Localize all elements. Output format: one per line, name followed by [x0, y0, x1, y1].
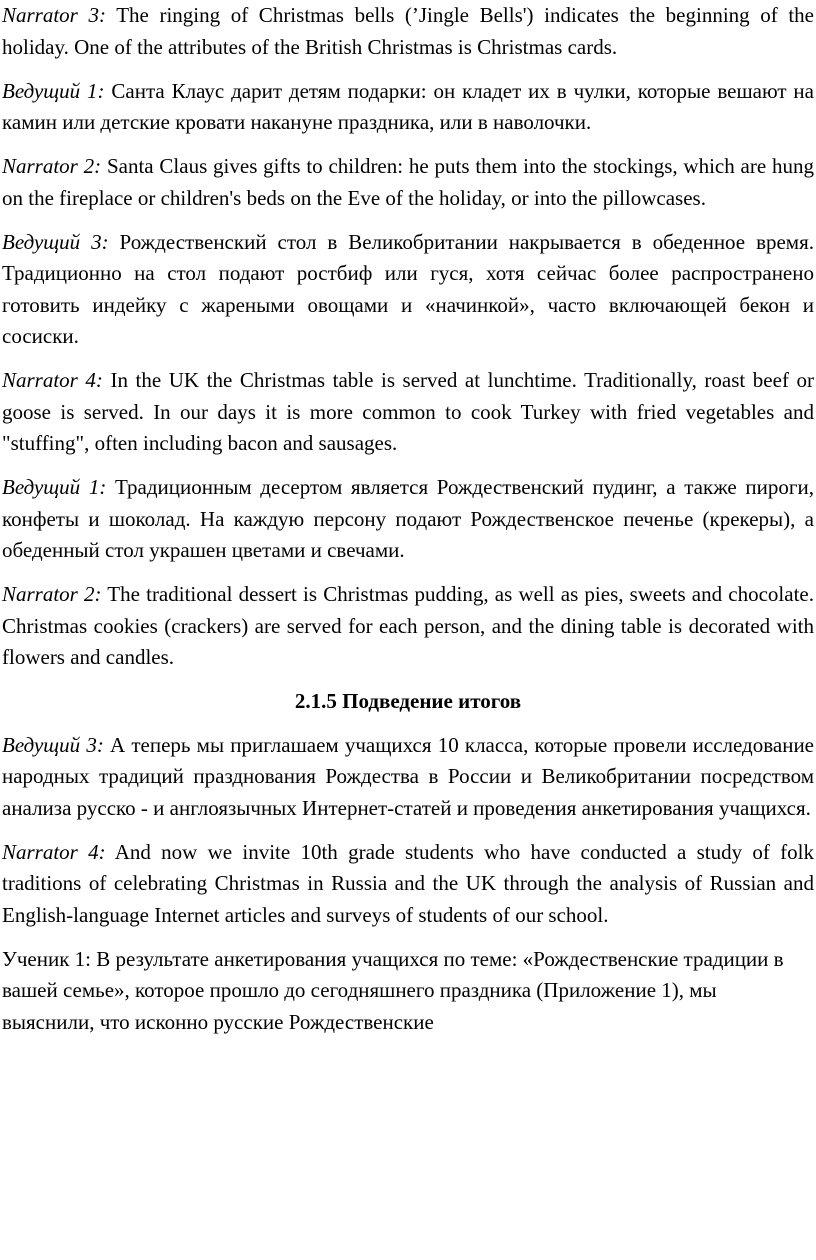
paragraph-narrator-4	[2, 365, 814, 460]
paragraph-text: In the UK the Christmas table is served at lunchtime. Traditionally, roast beef or goose is served. In our days it is more common to cook Turkey with fried vegetables and "stuffing", often including bacon and sausages.	[2, 368, 814, 455]
paragraph-narrator-2-dessert	[2, 579, 814, 674]
speaker-label: Narrator 4:	[2, 368, 103, 392]
speaker-label: Narrator 4:	[2, 839, 106, 864]
paragraph-text: Рождественский стол в Великобритании накрывается в обеденное время. Традиционно на стол подают ростбиф или гуся, хотя сейчас более распространено готовить индейку с жареными овощами и «начинкой», часто включающей бекон и сосиски.	[2, 229, 815, 348]
speaker-label: Ведущий 3:	[2, 229, 109, 254]
speaker-label: Narrator 2:	[2, 154, 102, 178]
paragraph-student-1: Ученик 1: В результате анкетирования учащихся по теме: «Рождественские традиции в вашей семье», которое прошло до сегодняшнего праздника (Приложение 1), мы выяснили, что исконно русские Рождественские	[2, 946, 784, 1034]
section-heading: 2.1.5 Подведение итогов	[294, 689, 522, 713]
paragraph-narrator-3	[2, 0, 814, 63]
paragraph-vedushchiy-1-dessert	[2, 472, 814, 567]
paragraph-text: Santa Claus gives gifts to children: he puts them into the stockings, which are hung on the fireplace or children's beds on the Eve of the holiday, or into the pillowcases.	[2, 154, 814, 210]
speaker-label: Ведущий 1:	[2, 475, 107, 499]
paragraph-vedushchiy-3	[2, 227, 814, 353]
speaker-label: Ведущий 1:	[2, 78, 105, 103]
paragraph-narrator-4-invite	[2, 837, 814, 932]
paragraph-text: The ringing of Christmas bells (’Jingle Bells') indicates the beginning of the holiday. One of the attributes of the British Christmas is Christmas cards.	[2, 3, 815, 59]
paragraph-vedushchiy-3-invite	[2, 730, 814, 825]
speaker-label: Narrator 2:	[2, 582, 102, 606]
speaker-label: Narrator 3:	[2, 3, 106, 27]
paragraph-text: The traditional dessert is Christmas pudding, as well as pies, sweets and chocolate. Christmas cookies (crackers) are served for each person, and the dining table is decorated with flowers and candles.	[2, 582, 814, 669]
paragraph-vedushchiy-1	[2, 76, 814, 139]
paragraph-text: And now we invite 10th grade students who have conducted a study of folk traditions of celebrating Christmas in Russia and the UK through the analysis of Russian and English-language Internet articles and surveys of students of our school.	[2, 839, 814, 927]
paragraph-text: Традиционным десертом является Рождественский пудинг, а также пироги, конфеты и шоколад. На каждую персону подают Рождественское печенье (крекеры), а обеденный стол украшен цветами и свечами.	[2, 475, 815, 562]
paragraph-text: Санта Клаус дарит детям подарки: он кладет их в чулки, которые вешают на камин или детские кровати накануне праздника, или в наволочки.	[2, 78, 814, 134]
speaker-label: Ведущий 3:	[2, 732, 104, 757]
paragraph-text: А теперь мы приглашаем учащихся 10 класса, которые провели исследование народных традиций празднования Рождества в России и Великобритании посредством анализа русско - и англоязычных Интернет-статей и проведения анкетирования учащихся.	[2, 732, 814, 820]
paragraph-narrator-2	[2, 151, 814, 214]
